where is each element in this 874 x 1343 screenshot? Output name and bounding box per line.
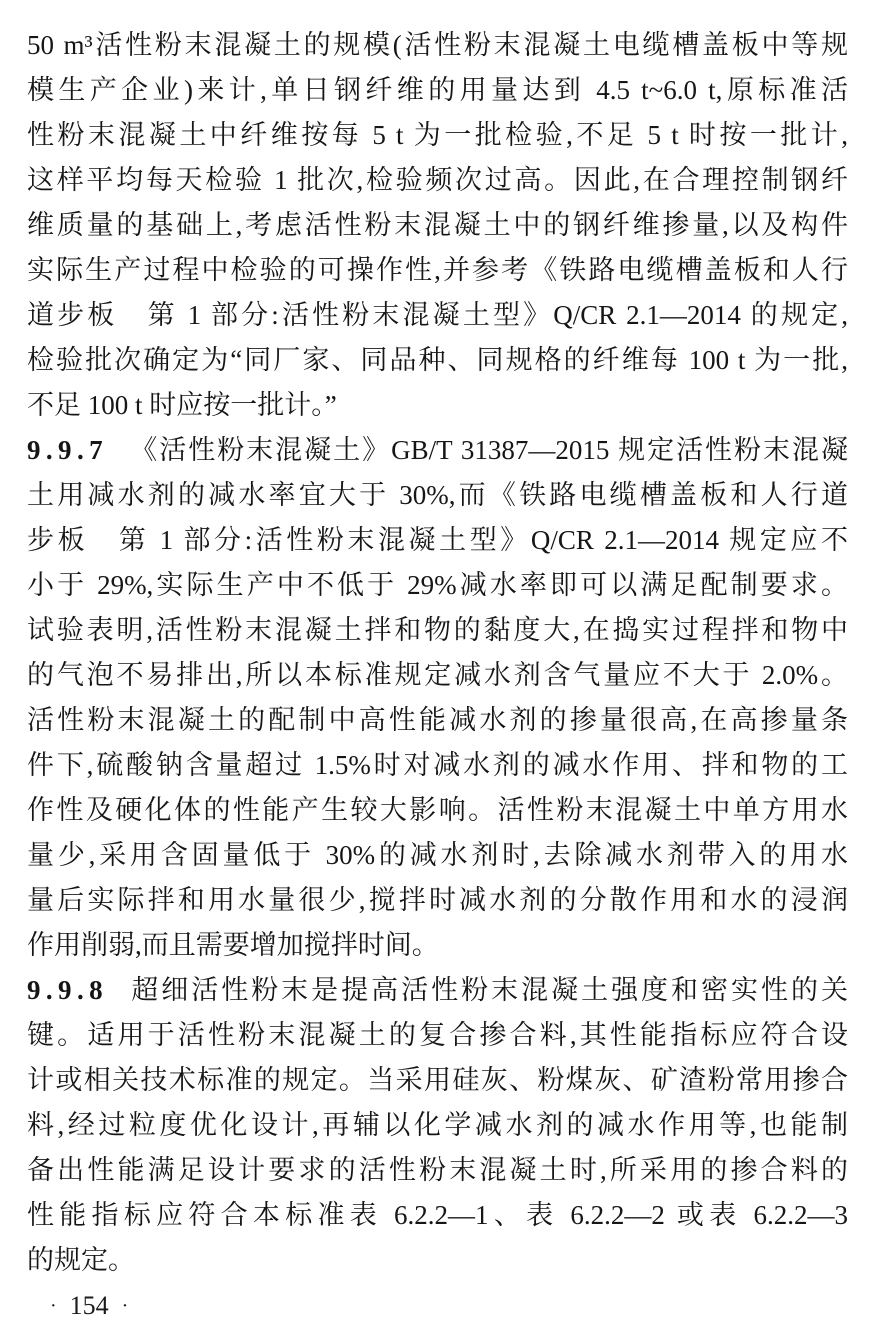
- text-line: 的气泡不易排出,所以本标准规定减水剂含气量应不大于 2.0%。: [27, 660, 848, 690]
- text-line: 量后实际拌和用水量很少,搅拌时减水剂的分散作用和水的浸润: [27, 885, 848, 915]
- text-line: 备出性能满足设计要求的活性粉末混凝土时,所采用的掺合料的: [27, 1155, 848, 1185]
- text-line: 料,经过粒度优化设计,再辅以化学减水剂的减水作用等,也能制: [27, 1110, 848, 1140]
- text-line: 作性及硬化体的性能产生较大影响。活性粉末混凝土中单方用水: [27, 795, 848, 825]
- text-line: [27, 968, 848, 1013]
- section-number: 9.9.7: [27, 435, 108, 465]
- paragraph-first-line-text: 超细活性粉末是提高活性粉末混凝土强度和密实性的关: [128, 975, 848, 1005]
- section-number: 9.9.8: [27, 975, 108, 1005]
- paragraph-first-line-text: 《活性粉末混凝土》GB/T 31387—2015 规定活性粉末混凝: [128, 435, 848, 465]
- text-line: 键。适用于活性粉末混凝土的复合掺合料,其性能指标应符合设: [27, 1020, 848, 1050]
- text-line: 作用削弱,而且需要增加搅拌时间。: [27, 930, 439, 960]
- text-line: 50 m³活性粉末混凝土的规模(活性粉末混凝土电缆槽盖板中等规: [27, 30, 848, 60]
- footer-bullet-left: ·: [50, 1295, 57, 1317]
- text-line: 土用减水剂的减水率宜大于 30%,而《铁路电缆槽盖板和人行道: [27, 480, 848, 510]
- text-line: 计或相关技术标准的规定。当采用硅灰、粉煤灰、矿渣粉常用掺合: [27, 1065, 848, 1095]
- text-line: 量少,采用含固量低于 30%的减水剂时,去除减水剂带入的用水: [27, 840, 848, 870]
- text-line: 检验批次确定为“同厂家、同品种、同规格的纤维每 100 t 为一批,: [27, 345, 848, 375]
- text-line: 性粉末混凝土中纤维按每 5 t 为一批检验,不足 5 t 时按一批计,: [27, 120, 848, 150]
- text-line: 模生产企业)来计,单日钢纤维的用量达到 4.5 t~6.0 t,原标准活: [27, 75, 848, 105]
- text-line: 的规定。: [27, 1245, 135, 1275]
- text-line: 试验表明,活性粉末混凝土拌和物的黏度大,在捣实过程拌和物中: [27, 615, 848, 645]
- text-line: 维质量的基础上,考虑活性粉末混凝土中的钢纤维掺量,以及构件: [27, 210, 848, 240]
- text-line: 不足 100 t 时应按一批计。”: [27, 390, 337, 420]
- footer-bullet-right: ·: [121, 1295, 129, 1317]
- text-line: 活性粉末混凝土的配制中高性能减水剂的掺量很高,在高掺量条: [27, 705, 848, 735]
- text-line: 性能指标应符合本标准表 6.2.2—1、表 6.2.2—2 或表 6.2.2—3: [27, 1200, 848, 1230]
- text-line: 这样平均每天检验 1 批次,检验频次过高。因此,在合理控制钢纤: [27, 165, 848, 195]
- text-line: 步板 第 1 部分:活性粉末混凝土型》Q/CR 2.1—2014 规定应不: [27, 525, 848, 555]
- text-line: 件下,硫酸钠含量超过 1.5%时对减水剂的减水作用、拌和物的工: [27, 750, 848, 780]
- text-line: [27, 428, 848, 473]
- text-line: 道步板 第 1 部分:活性粉末混凝土型》Q/CR 2.1—2014 的规定,: [27, 300, 848, 330]
- text-line: 小于 29%,实际生产中不低于 29%减水率即可以满足配制要求。: [27, 570, 848, 600]
- page-footer: [50, 1291, 874, 1321]
- page-number: 154: [69, 1291, 109, 1320]
- text-line: 实际生产过程中检验的可操作性,并参考《铁路电缆槽盖板和人行: [27, 255, 848, 285]
